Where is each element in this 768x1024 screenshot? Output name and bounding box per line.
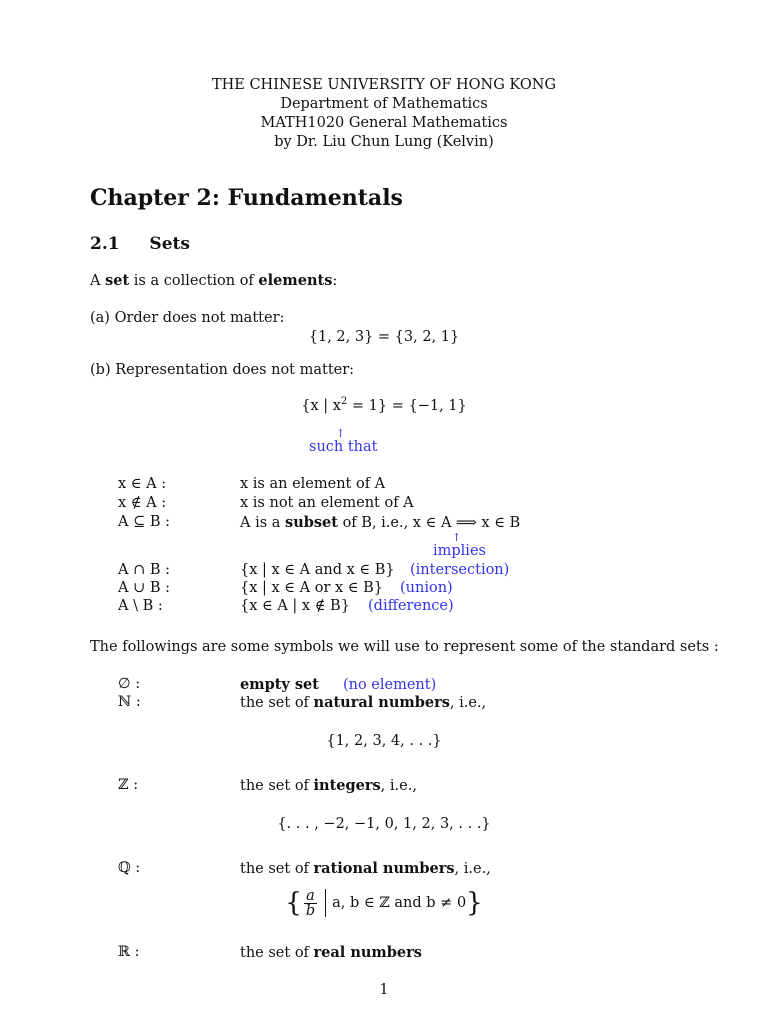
item-b-formula bbox=[0, 396, 768, 414]
notation-symbol: A \ B : bbox=[118, 598, 163, 614]
naturals-symbol: ℕ : bbox=[118, 694, 141, 710]
section-title: Sets bbox=[149, 234, 190, 254]
desc-text: the set of bbox=[240, 861, 314, 877]
term-empty-set: empty set bbox=[240, 676, 319, 693]
intro-text: : bbox=[332, 273, 338, 289]
term-rational-numbers: rational numbers bbox=[313, 860, 455, 877]
desc-text: the set of bbox=[240, 778, 314, 794]
item-b-label: (b) Representation does not matter: bbox=[90, 362, 355, 378]
empty-set-symbol: ∅ : bbox=[118, 676, 141, 692]
such-that-arrow: ↑ bbox=[336, 427, 346, 440]
department-name: Department of Mathematics bbox=[280, 96, 488, 112]
page-number: 1 bbox=[379, 982, 389, 998]
notation-desc-text: of B, i.e., x ∈ A ⟹ x ∈ B bbox=[337, 515, 521, 531]
union-note: (union) bbox=[400, 580, 453, 596]
notation-symbol: x ∉ A : bbox=[118, 495, 167, 511]
notation-desc: x is an element of A bbox=[240, 476, 386, 492]
intro-paragraph bbox=[90, 272, 337, 289]
notation-desc: {x ∈ A | x ∉ B} bbox=[240, 598, 350, 614]
course-name: MATH1020 General Mathematics bbox=[260, 115, 508, 131]
rationals-formula bbox=[0, 888, 768, 918]
notation-desc: {x | x ∈ A or x ∈ B} bbox=[240, 580, 383, 596]
left-brace: { bbox=[285, 888, 302, 918]
intro-text: is a collection of bbox=[129, 273, 259, 289]
section-number: 2.1 bbox=[90, 234, 120, 254]
empty-set-desc bbox=[240, 676, 436, 693]
desc-text: , i.e., bbox=[449, 695, 487, 711]
desc-text: , i.e., bbox=[380, 778, 417, 794]
intro-text: A bbox=[90, 273, 106, 289]
term-real-numbers: real numbers bbox=[313, 944, 422, 961]
integers-formula: {. . . , −2, −1, 0, 1, 2, 3, . . .} bbox=[277, 816, 491, 832]
notation-desc: {x | x ∈ A and x ∈ B} bbox=[240, 562, 395, 578]
integers-symbol: ℤ : bbox=[118, 777, 139, 793]
right-brace: } bbox=[466, 888, 483, 918]
fraction-numerator: a bbox=[304, 889, 317, 904]
item-a-label: (a) Order does not matter: bbox=[90, 310, 285, 326]
chapter-title: Chapter 2: Fundamentals bbox=[90, 185, 403, 211]
formula-text: = 1} = {−1, 1} bbox=[347, 397, 467, 414]
notation-symbol: x ∈ A : bbox=[118, 476, 167, 492]
rationals-condition: a, b ∈ ℤ and b ≠ 0 bbox=[332, 895, 467, 911]
notation-symbol: A ∩ B : bbox=[118, 562, 170, 578]
empty-set-note: (no element) bbox=[342, 677, 437, 693]
rationals-desc bbox=[240, 860, 491, 877]
such-that-annotation: such that bbox=[309, 439, 378, 455]
term-set: set bbox=[105, 272, 130, 289]
item-a-formula: {1, 2, 3} = {3, 2, 1} bbox=[308, 329, 460, 345]
standard-sets-intro: The followings are some symbols we will use to represent some of the standard sets : bbox=[90, 639, 719, 655]
formula-exponent: 2 bbox=[340, 396, 348, 407]
difference-note: (difference) bbox=[368, 598, 454, 614]
desc-text: the set of bbox=[240, 945, 314, 961]
term-natural-numbers: natural numbers bbox=[313, 694, 450, 711]
notation-desc-text: A is a bbox=[240, 515, 286, 531]
term-integers: integers bbox=[313, 777, 381, 794]
term-elements: elements bbox=[258, 272, 333, 289]
naturals-formula: {1, 2, 3, 4, . . .} bbox=[326, 733, 442, 749]
author-line: by Dr. Liu Chun Lung (Kelvin) bbox=[274, 134, 494, 150]
intersection-note: (intersection) bbox=[410, 562, 510, 578]
fraction bbox=[304, 889, 317, 918]
rationals-symbol: ℚ : bbox=[118, 860, 141, 876]
naturals-desc bbox=[240, 694, 486, 711]
such-that-bar bbox=[325, 889, 326, 917]
notation-desc: x is not an element of A bbox=[240, 495, 414, 511]
desc-text: , i.e., bbox=[454, 861, 491, 877]
term-subset: subset bbox=[285, 514, 338, 531]
fraction-denominator: b bbox=[305, 902, 316, 919]
integers-desc bbox=[240, 777, 417, 794]
section-heading bbox=[90, 234, 190, 254]
university-name: THE CHINESE UNIVERSITY OF HONG KONG bbox=[211, 77, 557, 93]
notation-symbol: A ⊆ B : bbox=[118, 514, 170, 530]
reals-symbol: ℝ : bbox=[118, 944, 140, 960]
desc-text: the set of bbox=[240, 695, 314, 711]
reals-desc bbox=[240, 944, 422, 961]
formula-text: {x | x bbox=[301, 397, 341, 414]
implies-annotation: implies bbox=[433, 543, 486, 559]
notation-desc bbox=[240, 514, 520, 531]
notation-symbol: A ∪ B : bbox=[118, 580, 170, 596]
implies-arrow: ↑ bbox=[452, 531, 462, 544]
